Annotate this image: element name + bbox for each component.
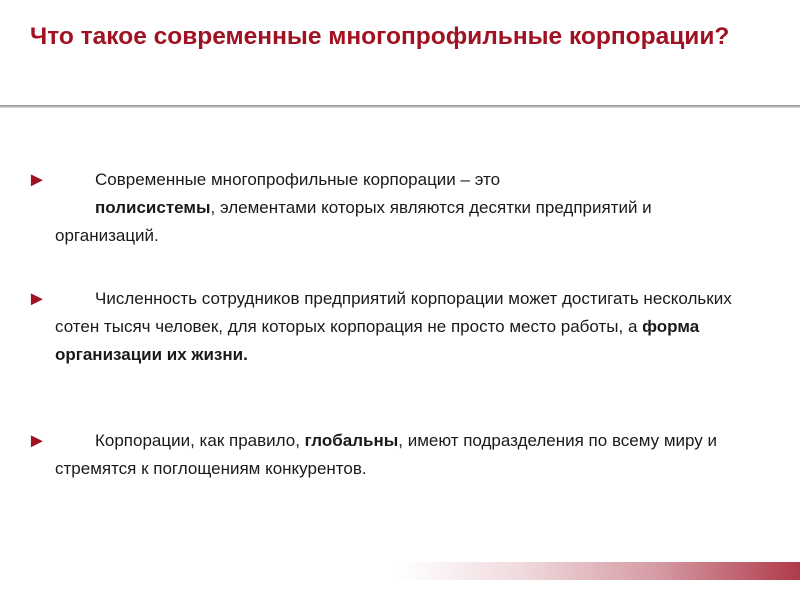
bullet-arrow-icon: ► [27,169,47,191]
bullet-arrow-icon: ► [27,288,47,310]
bullet-text-1 [55,166,760,250]
bullet-3-bold-term: глобальны [304,431,399,450]
bullet-1-line-1: Современные многопрофильные корпорации – это [95,170,501,189]
bullet-1-bold-term: полисистемы [95,198,211,217]
title-divider [0,105,800,108]
bullet-2-bold-term-2: организации их жизни. [55,345,248,364]
bullet-text-3 [55,427,760,483]
bullet-3-text-1: Корпорации, как правило, [95,431,305,450]
slide-title: Что такое современные многопрофильные корпорации? [30,23,730,50]
footer-gradient-bar [396,562,800,580]
bullet-2-text: Численность сотрудников предприятий корпорации может достигать нескольких сотен тысяч человек, для которых корпорация не просто место работы, а [55,289,732,336]
bullet-arrow-icon: ► [27,430,47,452]
bullet-text-2 [55,285,760,369]
bullet-1-rest: , элементами которых являются десятки предприятий и организаций. [55,198,652,245]
bullet-3-text-2: , имеют подразделения по всему миру и стремятся к поглощениям конкурентов. [55,431,718,478]
bullet-2-bold-term-1: форма [642,317,700,336]
